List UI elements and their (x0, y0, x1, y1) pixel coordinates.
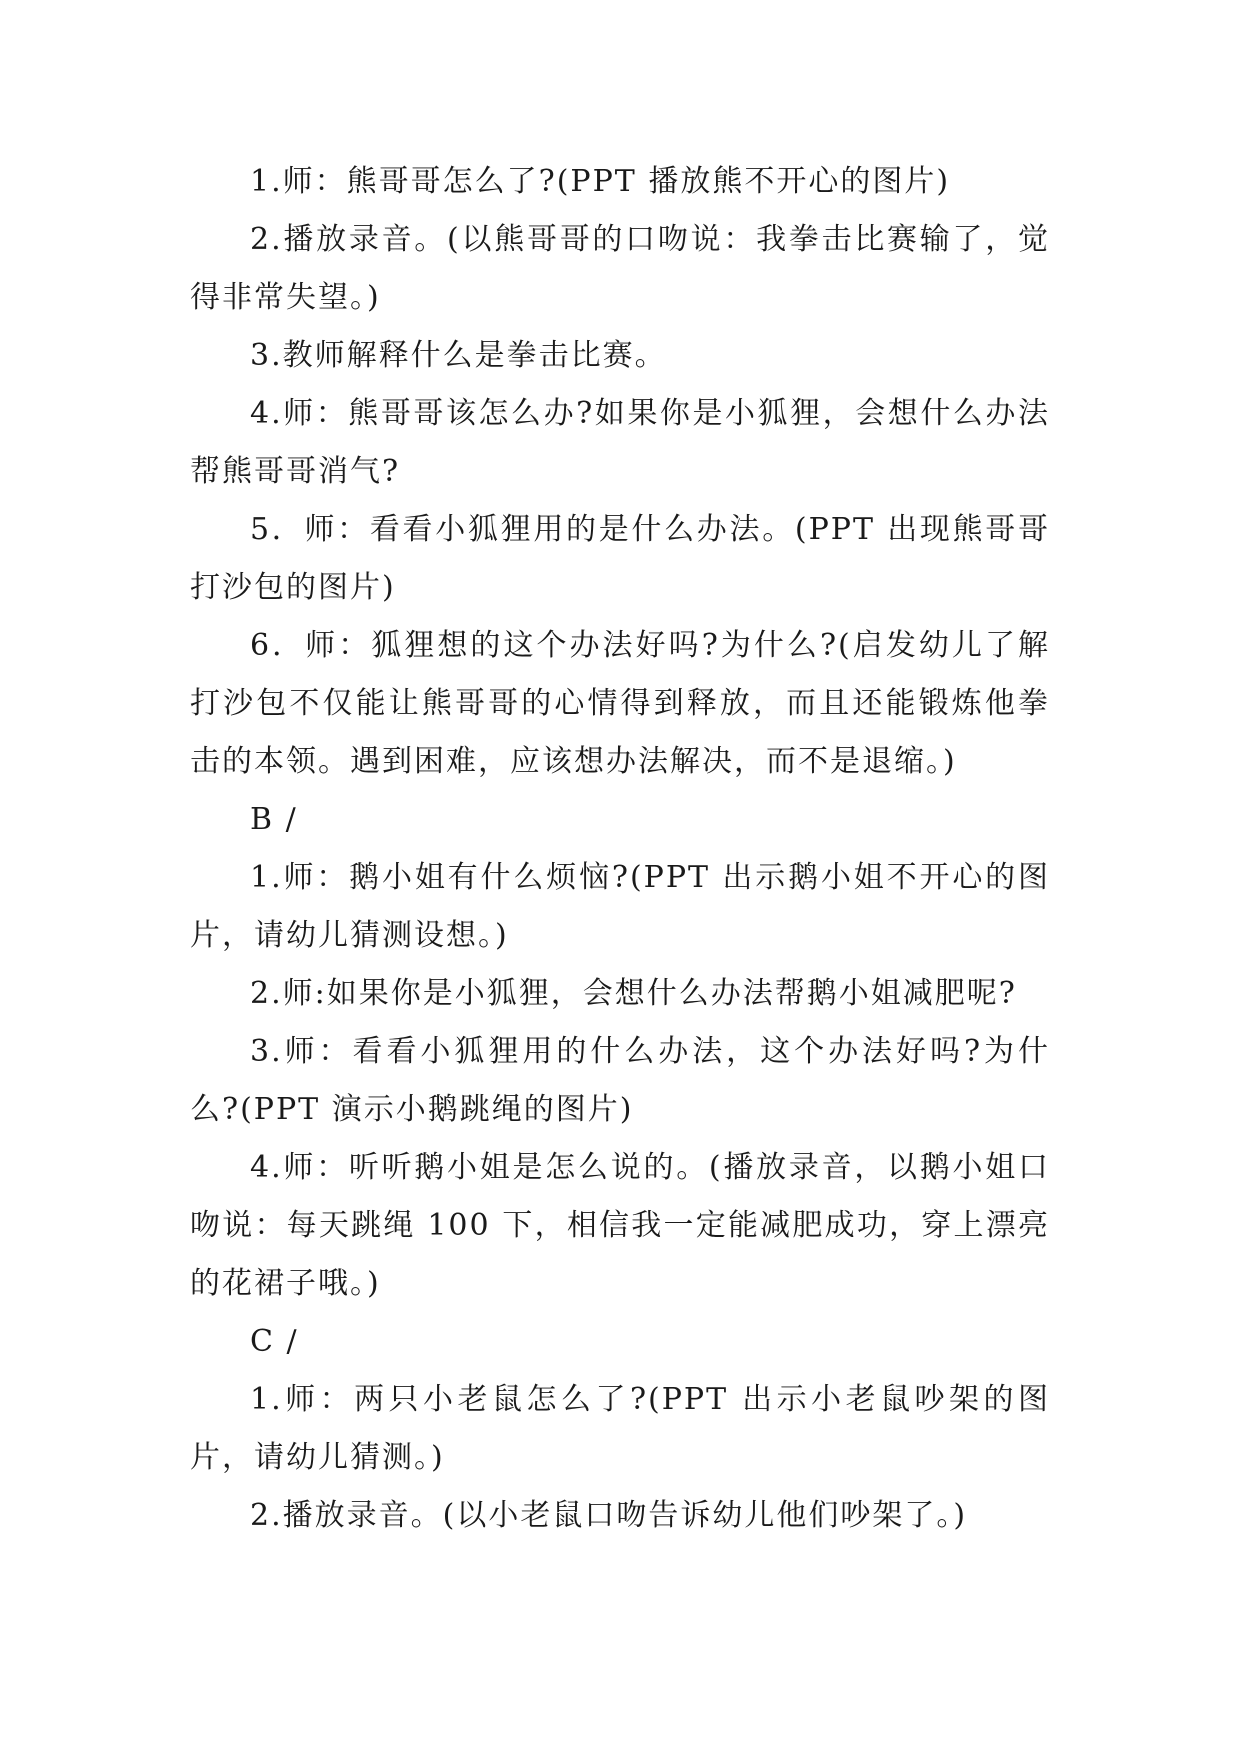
paragraph: 2.师:如果你是小狐狸，会想什么办法帮鹅小姐减肥呢? (250, 976, 1017, 1011)
section-heading: C / (250, 1324, 299, 1359)
paragraph: 4.师：熊哥哥该怎么办?如果你是小狐狸，会想什么办法帮熊哥哥消气? (190, 396, 1050, 489)
paragraph: 2.播放录音。(以小老鼠口吻告诉幼儿他们吵架了。) (250, 1498, 968, 1533)
section-heading: B / (250, 802, 298, 837)
paragraph: 1.师：鹅小姐有什么烦恼?(PPT 出示鹅小姐不开心的图片，请幼儿猜测设想。) (190, 860, 1050, 953)
paragraph: 3.教师解释什么是拳击比赛。 (250, 338, 667, 373)
paragraph: 6．师：狐狸想的这个办法好吗?为什么?(启发幼儿了解打沙包不仅能让熊哥哥的心情得到释放，而且还能锻炼他拳击的本领。遇到困难，应该想办法解决，而不是退缩。) (190, 628, 1050, 779)
paragraph: 1.师：熊哥哥怎么了?(PPT 播放熊不开心的图片) (250, 164, 951, 199)
paragraph: 1.师：两只小老鼠怎么了?(PPT 出示小老鼠吵架的图片，请幼儿猜测。) (190, 1382, 1050, 1475)
paragraph: 4.师：听听鹅小姐是怎么说的。(播放录音，以鹅小姐口吻说：每天跳绳 100 下，相信我一定能减肥成功，穿上漂亮的花裙子哦。) (190, 1150, 1050, 1301)
paragraph: 2.播放录音。(以熊哥哥的口吻说：我拳击比赛输了，觉得非常失望。) (190, 222, 1050, 315)
paragraph: 5．师：看看小狐狸用的是什么办法。(PPT 出现熊哥哥打沙包的图片) (190, 512, 1050, 605)
document-body (190, 153, 1050, 1545)
paragraph: 3.师：看看小狐狸用的什么办法，这个办法好吗?为什么?(PPT 演示小鹅跳绳的图片) (190, 1034, 1050, 1127)
